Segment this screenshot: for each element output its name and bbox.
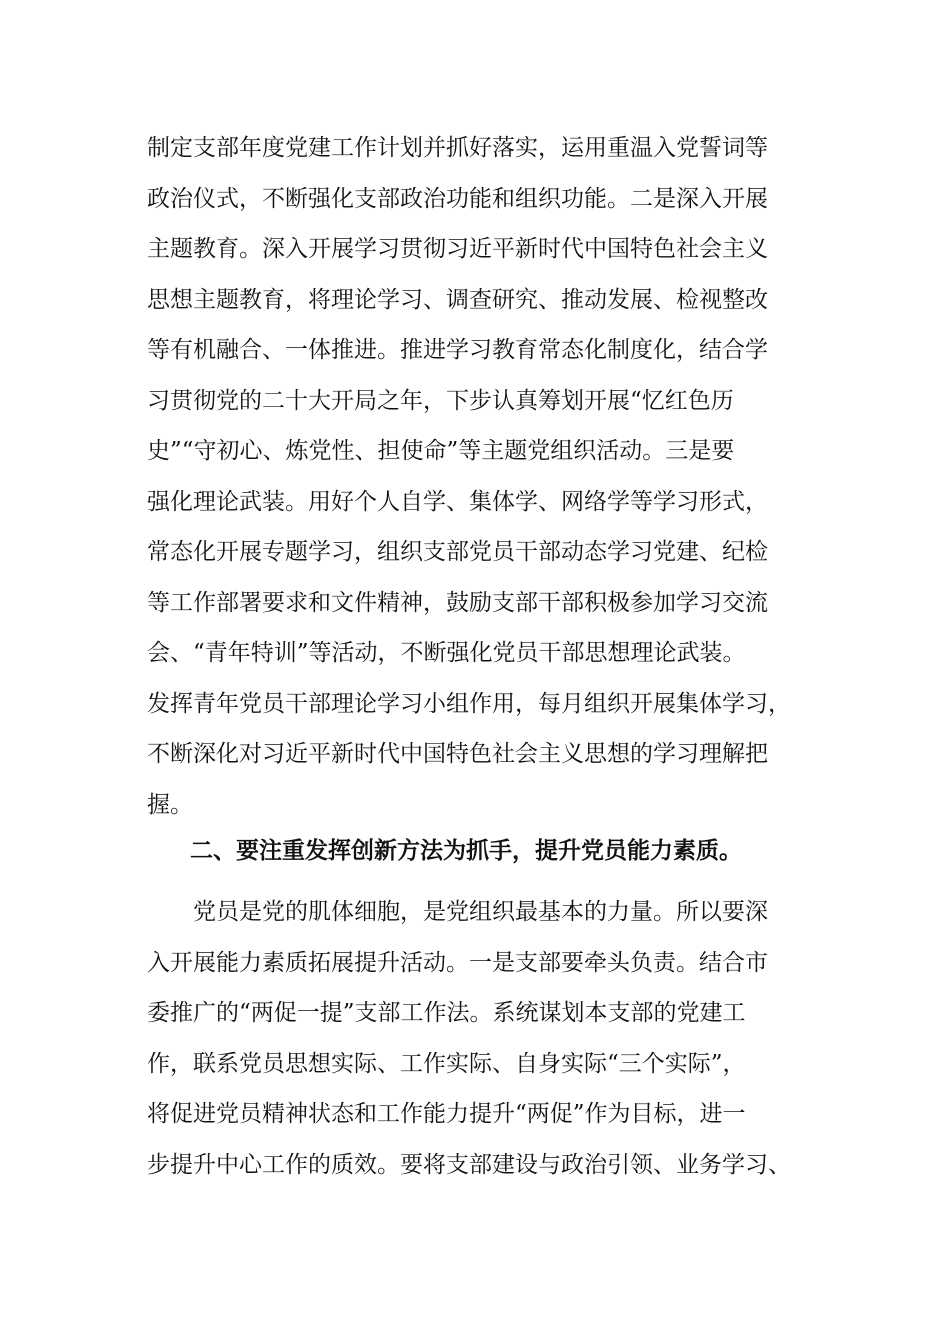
paragraph-party-building: [147, 123, 807, 830]
paragraph-line: 思想主题教育，将理论学习、调查研究、推动发展、检视整改: [147, 286, 768, 313]
paragraph-line: 步提升中心工作的质效。要将支部建设与政治引领、业务学习、: [147, 1151, 791, 1178]
paragraph-member-capability: [147, 887, 807, 1190]
paragraph-line: 会、“青年特训”等活动，不断强化党员干部思想理论武装。: [147, 640, 746, 666]
paragraph-line: 制定支部年度党建工作计划并抓好落实，运用重温入党誓词等: [147, 135, 768, 161]
paragraph-line: 史”“守初心、炼党性、担使命”等主题党组织活动。三是要: [147, 438, 735, 464]
paragraph-line: 强化理论武装。用好个人自学、集体学、网络学等学习形式，: [147, 488, 768, 515]
paragraph-line: 委推广的“两促一提”支部工作法。系统谋划本支部的党建工: [147, 1000, 746, 1026]
paragraph-line: 主题教育。深入开展学习贯彻习近平新时代中国特色社会主义: [147, 236, 768, 262]
paragraph-line: 作，联系党员思想实际、工作实际、自身实际“三个实际”，: [147, 1050, 746, 1077]
paragraph-line: 发挥青年党员干部理论学习小组作用，每月组织开展集体学习，: [147, 690, 791, 717]
paragraph-line: 常态化开展专题学习，组织支部党员干部动态学习党建、纪检: [147, 539, 768, 565]
paragraph-line: 政治仪式，不断强化支部政治功能和组织功能。二是深入开展: [147, 185, 768, 212]
paragraph-line: 握。: [147, 791, 193, 818]
paragraph-line: 习贯彻党的二十大开局之年，下步认真筹划开展“忆红色历: [147, 387, 734, 414]
paragraph-line: 等工作部署要求和文件精神，鼓励支部干部积极参加学习交流: [147, 589, 768, 616]
paragraph-line: 党员是党的肌体细胞，是党组织最基本的力量。所以要深: [193, 899, 768, 925]
paragraph-line: 入开展能力素质拓展提升活动。一是支部要牵头负责。结合市: [147, 949, 768, 976]
paragraph-line: 不断深化对习近平新时代中国特色社会主义思想的学习理解把: [147, 741, 768, 767]
paragraph-line: 等有机融合、一体推进。推进学习教育常态化制度化，结合学: [147, 337, 768, 363]
section-heading: 二、要注重发挥创新方法为抓手，提升党员能力素质。: [190, 838, 742, 864]
paragraph-line: 将促进党员精神状态和工作能力提升“两促”作为目标，进一: [147, 1101, 746, 1127]
